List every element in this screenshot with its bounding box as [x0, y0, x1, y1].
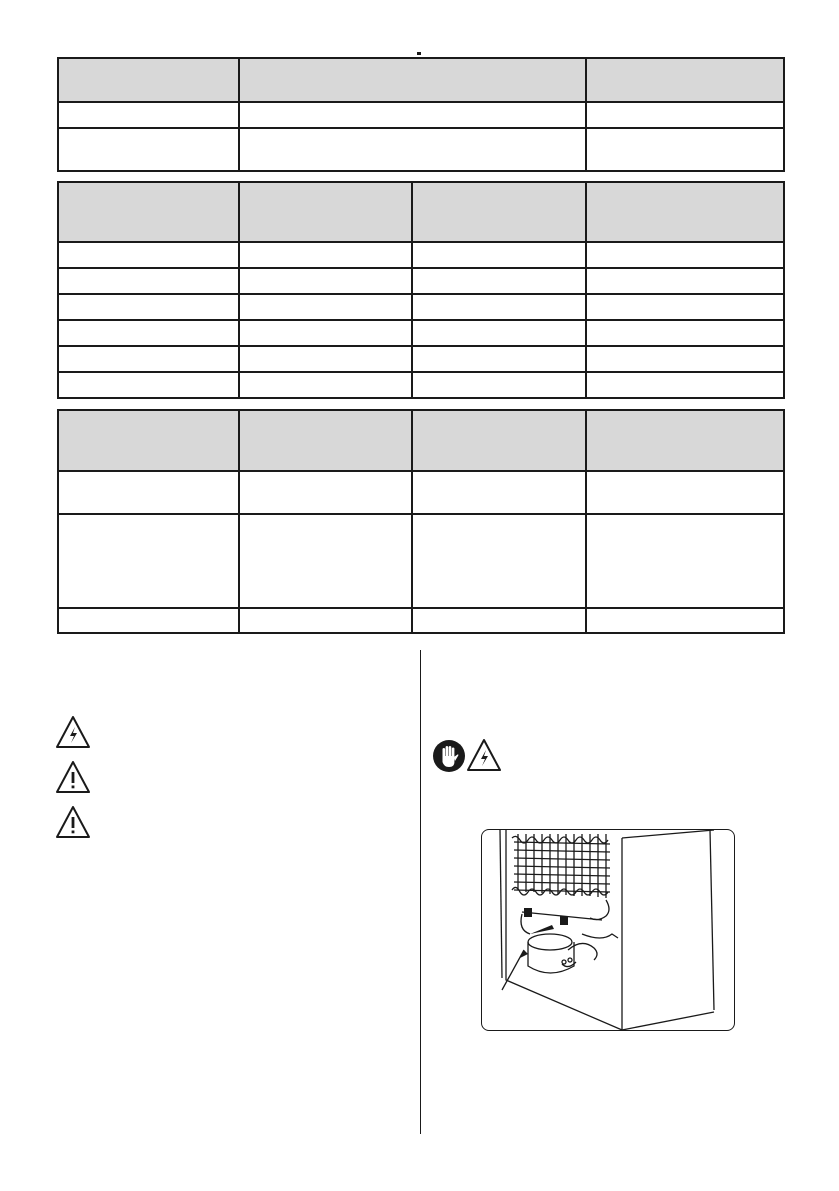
electric-hazard-warning-icon: [466, 737, 502, 773]
table-cell: [239, 242, 412, 268]
table-cell: [586, 320, 784, 346]
table-cell: [239, 471, 412, 514]
page-mark: [417, 52, 421, 55]
table-cell: [58, 320, 239, 346]
table-cell: [239, 372, 412, 398]
table-cell: [412, 372, 586, 398]
table-header-row: [58, 410, 784, 471]
table-cell: [58, 294, 239, 320]
refrigerator-rear-compressor-illustration: [481, 829, 735, 1031]
table-cell: [58, 102, 239, 128]
table-cell: [412, 471, 586, 514]
table-cell: [412, 410, 586, 471]
table-cell: [586, 102, 784, 128]
table-cell: [58, 58, 239, 102]
table-cell: [58, 128, 239, 171]
table-cell: [58, 242, 239, 268]
table-header-row: [58, 182, 784, 242]
climate-class-table: [57, 181, 785, 399]
table-cell: [239, 514, 412, 608]
table-cell: [58, 514, 239, 608]
table-header-row: [58, 58, 784, 102]
table-cell: [239, 182, 412, 242]
table-cell: [586, 182, 784, 242]
table-cell: [412, 346, 586, 372]
table-cell: [239, 346, 412, 372]
table-cell: [586, 58, 784, 102]
table-cell: [586, 268, 784, 294]
table-cell: [586, 471, 784, 514]
table-row: [58, 320, 784, 346]
table-cell: [239, 608, 412, 633]
additional-info-table: [57, 409, 785, 634]
table-cell: [412, 320, 586, 346]
table-cell: [586, 294, 784, 320]
table-cell: [58, 182, 239, 242]
table-cell: [239, 58, 586, 102]
general-warning-icon: [55, 804, 91, 840]
table-row: [58, 471, 784, 514]
table-cell: [586, 514, 784, 608]
table-cell: [586, 372, 784, 398]
table-row: [58, 268, 784, 294]
table-cell: [58, 346, 239, 372]
table-cell: [412, 242, 586, 268]
table-cell: [412, 268, 586, 294]
table-cell: [239, 294, 412, 320]
table-cell: [239, 268, 412, 294]
table-cell: [239, 320, 412, 346]
general-warning-icon: [55, 759, 91, 795]
table-row: [58, 346, 784, 372]
table-cell: [412, 514, 586, 608]
table-cell: [586, 128, 784, 171]
table-cell: [586, 242, 784, 268]
table-cell: [586, 346, 784, 372]
table-row: [58, 372, 784, 398]
table-cell: [412, 608, 586, 633]
electric-hazard-warning-icon: [55, 714, 91, 750]
table-row: [58, 294, 784, 320]
table-cell: [586, 410, 784, 471]
table-cell: [239, 102, 586, 128]
table-row: [58, 242, 784, 268]
table-cell: [239, 128, 586, 171]
table-cell: [58, 608, 239, 633]
table-cell: [58, 372, 239, 398]
table-cell: [412, 294, 586, 320]
table-cell: [58, 471, 239, 514]
column-divider: [420, 650, 421, 1134]
table-cell: [412, 182, 586, 242]
table-cell: [239, 410, 412, 471]
compressor-diagram: [482, 830, 735, 1031]
table-row: [58, 102, 784, 128]
table-row: [58, 514, 784, 608]
table-cell: [586, 608, 784, 633]
specification-table: [57, 57, 785, 172]
table-row: [58, 128, 784, 171]
table-cell: [58, 410, 239, 471]
table-cell: [58, 268, 239, 294]
stop-hand-icon: [432, 739, 466, 773]
table-row: [58, 608, 784, 633]
